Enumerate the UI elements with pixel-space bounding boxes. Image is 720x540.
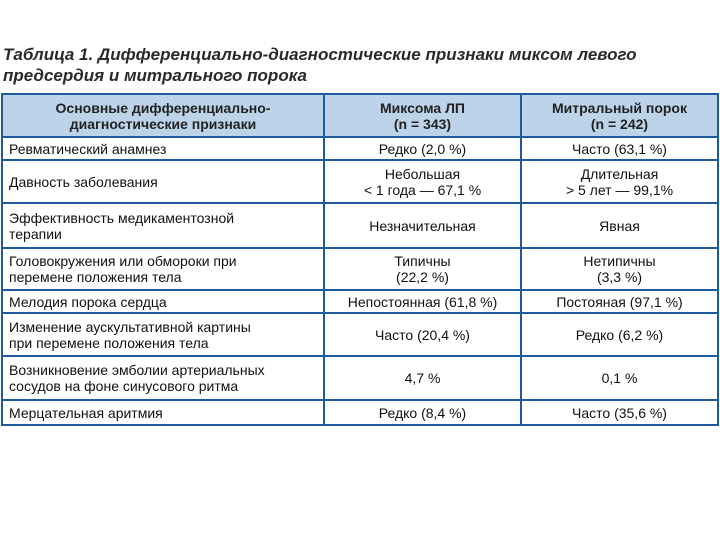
sign-cell-line: Ревматический анамнез	[9, 140, 167, 157]
table-body	[2, 137, 718, 425]
sign-cell-line: Изменение аускультативной картины	[9, 318, 251, 335]
myxoma-cell-line: Редко (2,0 %)	[378, 140, 467, 157]
header-signs	[2, 94, 324, 137]
mitral-cell-line: Явная	[599, 217, 640, 234]
sign-cell-line: перемене положения тела	[9, 269, 182, 285]
mitral-cell-line: Часто (35,6 %)	[572, 404, 667, 421]
mitral-cell-line: Нетипичны	[583, 253, 656, 269]
sign-cell	[2, 248, 324, 290]
header-row	[2, 94, 718, 137]
table-row	[2, 137, 718, 160]
table-row	[2, 248, 718, 290]
sign-cell	[2, 356, 324, 400]
table-row	[2, 313, 718, 356]
sign-cell-line: Головокружения или обмороки при	[9, 253, 237, 269]
myxoma-cell	[324, 137, 521, 160]
mitral-cell	[521, 137, 718, 160]
mitral-cell-line: Длительная	[580, 165, 659, 182]
header-mitral	[521, 94, 718, 137]
table-row	[2, 203, 718, 248]
sign-cell	[2, 160, 324, 203]
sign-cell	[2, 313, 324, 356]
sign-cell-line: Мерцательная аритмия	[9, 404, 163, 421]
table-row	[2, 160, 718, 203]
mitral-cell-line: Постояная (97,1 %)	[556, 293, 683, 310]
mitral-cell	[521, 203, 718, 248]
table-title	[3, 44, 715, 86]
header-myxoma	[324, 94, 521, 137]
myxoma-cell-line: (22,2 %)	[396, 269, 449, 285]
table-row	[2, 400, 718, 425]
sign-cell-line: при перемене положения тела	[9, 334, 209, 351]
myxoma-cell	[324, 313, 521, 356]
myxoma-cell	[324, 290, 521, 313]
sign-cell-line: Возникновение эмболии артериальных	[9, 362, 265, 378]
myxoma-cell-line: < 1 года — 67,1 %	[363, 181, 482, 198]
mitral-cell-line: (3,3 %)	[596, 269, 643, 285]
header-mitral-line-1: Митральный порок	[552, 99, 687, 116]
myxoma-cell-line: Часто (20,4 %)	[375, 326, 470, 343]
mitral-cell-line: Часто (63,1 %)	[572, 140, 667, 157]
header-mitral-line-2: (n = 242)	[590, 115, 649, 132]
sign-cell-line: Мелодия порока сердца	[9, 293, 167, 310]
mitral-cell	[521, 248, 718, 290]
mitral-cell	[521, 290, 718, 313]
myxoma-cell	[324, 160, 521, 203]
sign-cell-line: терапии	[9, 225, 62, 242]
differential-diagnosis-table	[1, 93, 719, 426]
myxoma-cell-line: Типичны	[394, 253, 451, 269]
table-title-line-1: Таблица 1. Дифференциально-диагностические признаки миксом левого	[3, 45, 637, 64]
table-row	[2, 290, 718, 313]
mitral-cell-line: > 5 лет — 99,1%	[565, 181, 674, 198]
mitral-cell	[521, 400, 718, 425]
myxoma-cell	[324, 248, 521, 290]
myxoma-cell-line: Редко (8,4 %)	[378, 404, 467, 421]
sign-cell-line: Эффективность медикаментозной	[9, 209, 235, 226]
myxoma-cell-line: Незначительная	[369, 217, 476, 234]
header-myxoma-line-1: Миксома ЛП	[380, 99, 465, 116]
table-row	[2, 356, 718, 400]
myxoma-cell-line: Небольшая	[384, 165, 461, 182]
myxoma-cell-line: Непостоянная (61,8 %)	[347, 293, 498, 310]
sign-cell-line: Давность заболевания	[9, 173, 158, 190]
sign-cell	[2, 203, 324, 248]
myxoma-cell-line: 4,7 %	[404, 370, 441, 386]
header-signs-line-2: диагностические признаки	[69, 115, 257, 132]
table-title-line-2: предсердия и митрального порока	[3, 66, 307, 85]
myxoma-cell	[324, 356, 521, 400]
sign-cell	[2, 137, 324, 160]
mitral-cell	[521, 356, 718, 400]
header-signs-line-1: Основные дифференциально-	[55, 99, 271, 116]
mitral-cell	[521, 313, 718, 356]
sign-cell	[2, 290, 324, 313]
sign-cell-line: сосудов на фоне синусового ритма	[9, 378, 239, 394]
myxoma-cell	[324, 400, 521, 425]
mitral-cell-line: Редко (6,2 %)	[575, 326, 664, 343]
header-myxoma-line-2: (n = 343)	[393, 115, 452, 132]
sign-cell	[2, 400, 324, 425]
mitral-cell-line: 0,1 %	[601, 370, 638, 386]
myxoma-cell	[324, 203, 521, 248]
mitral-cell	[521, 160, 718, 203]
